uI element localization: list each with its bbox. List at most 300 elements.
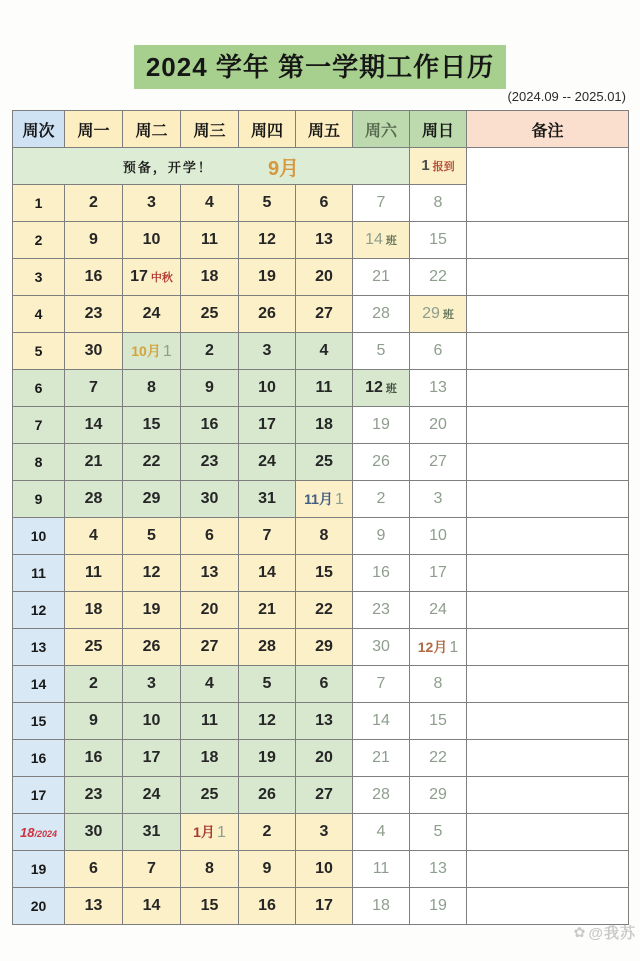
day-number: 10	[258, 379, 276, 396]
day-cell	[353, 851, 410, 888]
day-number: 14	[365, 231, 383, 248]
day-cell-report	[410, 148, 467, 185]
week-year-annotation: /2024	[34, 829, 57, 839]
page-title-wrap	[0, 45, 640, 89]
day-number: 10	[315, 860, 333, 877]
day-cell	[65, 666, 123, 703]
day-number: 6	[319, 675, 329, 692]
day-cell	[296, 407, 353, 444]
day-cell	[410, 185, 467, 222]
day-number: 29	[315, 638, 333, 655]
day-number: 15	[429, 231, 447, 248]
day-number: 23	[200, 453, 219, 470]
day-cell	[353, 185, 410, 222]
day-cell	[123, 703, 181, 740]
day-number: 3	[262, 342, 272, 359]
day-number: 17	[315, 897, 333, 914]
day-number: 20	[429, 416, 447, 433]
day-number: 11	[372, 860, 390, 877]
remark-cell	[467, 555, 629, 592]
day-number: 14	[84, 416, 103, 433]
week-number-cell: 19	[13, 851, 65, 888]
day-number: 26	[258, 305, 276, 322]
day-number: 27	[315, 786, 333, 803]
month-banner-cell	[13, 148, 410, 185]
calendar-table	[12, 110, 629, 925]
remark-cell	[467, 407, 629, 444]
remark-cell	[467, 592, 629, 629]
day-number: 1	[334, 491, 344, 508]
table-row-week-11	[13, 555, 629, 592]
table-row-week-4	[13, 296, 629, 333]
day-number: 18	[84, 601, 103, 618]
week-number-cell: 17	[13, 777, 65, 814]
day-cell	[65, 185, 123, 222]
month-prefix-label: 11月	[304, 491, 333, 507]
day-number: 26	[258, 786, 276, 803]
month-prefix-label: 10月	[131, 343, 161, 359]
day-cell	[65, 777, 123, 814]
day-cell	[296, 777, 353, 814]
remark-cell	[467, 740, 629, 777]
week-number-red: 18	[20, 825, 35, 840]
table-row-week-16	[13, 740, 629, 777]
day-cell	[239, 555, 296, 592]
day-cell	[123, 222, 181, 259]
day-cell	[239, 407, 296, 444]
watermark	[574, 922, 636, 943]
day-number: 3	[147, 194, 156, 211]
remark-cell	[467, 814, 629, 851]
day-cell	[181, 481, 239, 518]
day-number: 6	[205, 527, 214, 544]
header-cell-wed: 周三	[181, 111, 239, 148]
day-cell	[123, 481, 181, 518]
day-cell	[296, 555, 353, 592]
day-cell	[181, 629, 239, 666]
day-cell	[181, 296, 239, 333]
day-number: 4	[205, 194, 214, 211]
day-cell	[296, 740, 353, 777]
week-number-cell: 5	[13, 333, 65, 370]
day-number: 21	[258, 601, 276, 618]
day-cell	[65, 259, 123, 296]
day-number: 15	[142, 416, 161, 433]
day-number: 8	[205, 860, 214, 877]
day-number: 16	[84, 268, 103, 285]
day-cell	[296, 703, 353, 740]
day-cell	[123, 444, 181, 481]
day-number: 13	[84, 897, 103, 914]
day-cell	[353, 407, 410, 444]
header-cell-tue: 周二	[123, 111, 181, 148]
day-cell	[239, 777, 296, 814]
day-cell	[181, 777, 239, 814]
flower-logo-icon: ✿	[573, 924, 587, 940]
day-cell	[410, 222, 467, 259]
day-cell	[65, 333, 123, 370]
day-number: 24	[429, 601, 447, 618]
table-row-week-5	[13, 333, 629, 370]
day-cell	[181, 259, 239, 296]
day-cell	[296, 518, 353, 555]
day-cell	[239, 851, 296, 888]
day-cell	[65, 851, 123, 888]
day-number: 7	[147, 860, 156, 877]
day-cell	[65, 740, 123, 777]
day-cell	[410, 777, 467, 814]
week-number-cell: 6	[13, 370, 65, 407]
remark-cell	[467, 333, 629, 370]
day-number: 18	[200, 749, 219, 766]
day-number: 18	[372, 897, 390, 914]
remark-cell	[467, 444, 629, 481]
week-number-cell: 8	[13, 444, 65, 481]
day-cell	[181, 222, 239, 259]
day-number: 19	[258, 268, 276, 285]
day-cell	[181, 407, 239, 444]
day-cell	[239, 518, 296, 555]
day-number: 24	[258, 453, 276, 470]
day-number: 2	[262, 823, 272, 840]
day-cell	[239, 666, 296, 703]
day-cell	[239, 259, 296, 296]
day-cell	[410, 481, 467, 518]
day-number: 14	[258, 564, 276, 581]
day-cell	[353, 370, 410, 407]
day-number: 28	[258, 638, 276, 655]
day-number: 18	[200, 268, 219, 285]
day-number: 3	[147, 675, 156, 692]
table-row-week-17	[13, 777, 629, 814]
day-number: 4	[205, 675, 214, 692]
day-cell	[181, 888, 239, 925]
day-cell	[65, 296, 123, 333]
day-number: 24	[142, 305, 161, 322]
day-number: 2	[205, 342, 214, 359]
week-number-cell: 4	[13, 296, 65, 333]
table-row-week-12	[13, 592, 629, 629]
week-number-cell: 12	[13, 592, 65, 629]
day-cell	[123, 296, 181, 333]
month-label-september: 9月	[267, 157, 300, 180]
day-number: 15	[315, 564, 333, 581]
day-number: 15	[200, 897, 219, 914]
day-cell	[65, 703, 123, 740]
week-number-cell: 20	[13, 888, 65, 925]
day-number: 6	[433, 342, 443, 359]
day-number: 27	[200, 638, 219, 655]
day-cell	[353, 259, 410, 296]
day-cell	[181, 814, 239, 851]
day-number: 18	[315, 416, 333, 433]
day-number: 22	[142, 453, 161, 470]
day-number: 3	[319, 823, 329, 840]
day-number: 24	[142, 786, 161, 803]
day-cell	[181, 592, 239, 629]
day-number: 20	[315, 749, 333, 766]
day-cell	[239, 185, 296, 222]
day-cell	[181, 740, 239, 777]
day-cell	[410, 740, 467, 777]
day-cell	[296, 333, 353, 370]
day-number: 29	[422, 305, 440, 322]
day-cell	[353, 777, 410, 814]
day-cell	[65, 407, 123, 444]
day-number: 26	[142, 638, 161, 655]
day-number: 5	[262, 675, 272, 692]
day-number: 22	[429, 749, 447, 766]
remark-cell	[467, 851, 629, 888]
day-number: 30	[84, 823, 103, 840]
day-cell	[239, 740, 296, 777]
day-cell	[410, 592, 467, 629]
day-number: 14	[372, 712, 390, 729]
day-tag-baodao: 报到	[432, 161, 455, 173]
remark-cell	[467, 259, 629, 296]
day-number: 17	[130, 268, 148, 285]
day-cell	[239, 296, 296, 333]
remark-cell	[467, 703, 629, 740]
day-cell	[123, 666, 181, 703]
day-number: 2	[89, 194, 98, 211]
day-number: 7	[376, 194, 386, 211]
week-number-cell: 10	[13, 518, 65, 555]
day-number: 6	[89, 860, 98, 877]
day-cell	[296, 222, 353, 259]
day-cell	[296, 185, 353, 222]
remark-cell	[467, 148, 629, 222]
day-number: 9	[89, 712, 98, 729]
day-cell	[123, 814, 181, 851]
day-number: 4	[319, 342, 329, 359]
week-number-cell: 7	[13, 407, 65, 444]
day-cell	[123, 370, 181, 407]
day-number: 21	[84, 453, 103, 470]
day-number: 10	[142, 231, 161, 248]
day-cell	[410, 259, 467, 296]
table-row-week-8	[13, 444, 629, 481]
day-number: 19	[372, 416, 390, 433]
day-number: 9	[205, 379, 214, 396]
day-cell	[181, 555, 239, 592]
month-banner-inner	[13, 152, 409, 181]
day-tag: 班	[442, 309, 454, 321]
day-number: 11	[201, 712, 218, 729]
day-number: 30	[372, 638, 390, 655]
page-title: 2024 学年 第一学期工作日历	[134, 45, 506, 89]
day-cell	[296, 296, 353, 333]
header-cell-week: 周次	[13, 111, 65, 148]
day-cell	[410, 814, 467, 851]
day-cell	[410, 444, 467, 481]
day-cell	[296, 666, 353, 703]
remark-cell	[467, 888, 629, 925]
school-start-note: 预备，开学！	[122, 159, 213, 175]
day-cell	[239, 703, 296, 740]
day-number: 16	[84, 749, 103, 766]
day-number: 16	[372, 564, 390, 581]
remark-cell	[467, 481, 629, 518]
day-cell	[65, 888, 123, 925]
day-cell	[181, 444, 239, 481]
day-number: 13	[315, 712, 333, 729]
day-number: 11	[315, 379, 333, 396]
day-number: 25	[200, 786, 219, 803]
day-cell	[181, 703, 239, 740]
day-cell	[353, 629, 410, 666]
day-number: 28	[84, 490, 103, 507]
day-cell	[410, 851, 467, 888]
day-number: 21	[372, 749, 390, 766]
day-tag: 班	[385, 383, 397, 395]
remark-cell	[467, 370, 629, 407]
day-number: 26	[372, 453, 390, 470]
day-number: 13	[315, 231, 333, 248]
day-cell	[65, 592, 123, 629]
day-number: 16	[200, 416, 219, 433]
day-number: 19	[142, 601, 161, 618]
day-number: 21	[372, 268, 390, 285]
day-cell	[239, 629, 296, 666]
day-cell	[181, 185, 239, 222]
day-number: 20	[315, 268, 333, 285]
week-number-cell: 15	[13, 703, 65, 740]
day-cell	[65, 222, 123, 259]
day-number: 8	[433, 675, 443, 692]
day-cell	[65, 481, 123, 518]
day-number: 5	[262, 194, 272, 211]
day-number: 17	[258, 416, 276, 433]
day-number: 13	[429, 860, 447, 877]
day-cell	[353, 888, 410, 925]
month-prefix-label: 12月	[417, 639, 448, 655]
header-cell-thu: 周四	[239, 111, 296, 148]
day-number: 25	[84, 638, 103, 655]
day-number: 2	[89, 675, 98, 692]
day-number: 22	[315, 601, 333, 618]
semester-date-range: (2024.09 -- 2025.01)	[507, 89, 626, 104]
day-number: 27	[429, 453, 447, 470]
day-number: 20	[200, 601, 219, 618]
day-cell	[410, 703, 467, 740]
day-cell	[123, 518, 181, 555]
day-cell	[296, 629, 353, 666]
day-number: 23	[84, 786, 103, 803]
day-cell	[296, 370, 353, 407]
week-number-cell: 3	[13, 259, 65, 296]
day-cell	[181, 851, 239, 888]
day-cell	[353, 481, 410, 518]
day-number: 7	[89, 379, 98, 396]
day-number: 28	[372, 786, 390, 803]
day-cell	[410, 518, 467, 555]
day-cell	[181, 518, 239, 555]
remark-cell	[467, 777, 629, 814]
header-cell-remark: 备注	[467, 111, 629, 148]
day-number: 16	[258, 897, 276, 914]
week-number-cell: 11	[13, 555, 65, 592]
week-number-cell: 16	[13, 740, 65, 777]
day-tag: 中秋	[150, 272, 173, 284]
day-number: 4	[376, 823, 386, 840]
day-number: 10	[142, 712, 161, 729]
day-cell	[296, 888, 353, 925]
week-number-cell: 9	[13, 481, 65, 518]
day-cell	[123, 777, 181, 814]
day-cell	[353, 518, 410, 555]
week-number-cell: 1	[13, 185, 65, 222]
day-cell	[65, 555, 123, 592]
day-number: 28	[372, 305, 390, 322]
table-row-week-13	[13, 629, 629, 666]
table-row-week-2	[13, 222, 629, 259]
day-number: 9	[262, 860, 272, 877]
day-number: 23	[372, 601, 390, 618]
week-number-cell: 14	[13, 666, 65, 703]
day-number: 19	[429, 897, 447, 914]
day-cell	[65, 814, 123, 851]
table-row-week-15	[13, 703, 629, 740]
day-cell	[353, 222, 410, 259]
day-cell	[353, 703, 410, 740]
day-number: 14	[142, 897, 161, 914]
header-cell-sun: 周日	[410, 111, 467, 148]
day-number: 2	[376, 490, 386, 507]
day-cell	[296, 444, 353, 481]
day-number: 12	[258, 712, 276, 729]
table-row-week-14	[13, 666, 629, 703]
day-cell	[123, 185, 181, 222]
remark-cell	[467, 222, 629, 259]
day-cell	[65, 444, 123, 481]
day-number: 8	[319, 527, 329, 544]
day-number: 1	[162, 343, 172, 360]
day-number: 8	[147, 379, 156, 396]
day-cell	[123, 629, 181, 666]
table-row-week-18	[13, 814, 629, 851]
day-cell	[123, 592, 181, 629]
day-number: 30	[200, 490, 219, 507]
day-cell	[353, 444, 410, 481]
calendar-body	[13, 148, 629, 925]
day-number: 27	[315, 305, 333, 322]
day-cell	[123, 740, 181, 777]
day-number: 29	[429, 786, 447, 803]
month-row-september	[13, 148, 629, 185]
day-cell	[181, 333, 239, 370]
day-cell	[353, 666, 410, 703]
remark-cell	[467, 666, 629, 703]
table-row-week-20	[13, 888, 629, 925]
header-row	[13, 111, 629, 148]
table-row-week-7	[13, 407, 629, 444]
day-cell	[353, 592, 410, 629]
remark-cell	[467, 629, 629, 666]
day-number: 25	[200, 305, 219, 322]
day-cell	[123, 851, 181, 888]
day-cell	[410, 370, 467, 407]
day-cell	[353, 814, 410, 851]
day-number: 9	[376, 527, 386, 544]
day-cell	[181, 370, 239, 407]
day-number: 17	[142, 749, 161, 766]
day-number: 4	[89, 527, 98, 544]
day-number: 3	[433, 490, 443, 507]
day-number: 30	[84, 342, 103, 359]
day-number: 5	[433, 823, 443, 840]
day-cell	[239, 592, 296, 629]
